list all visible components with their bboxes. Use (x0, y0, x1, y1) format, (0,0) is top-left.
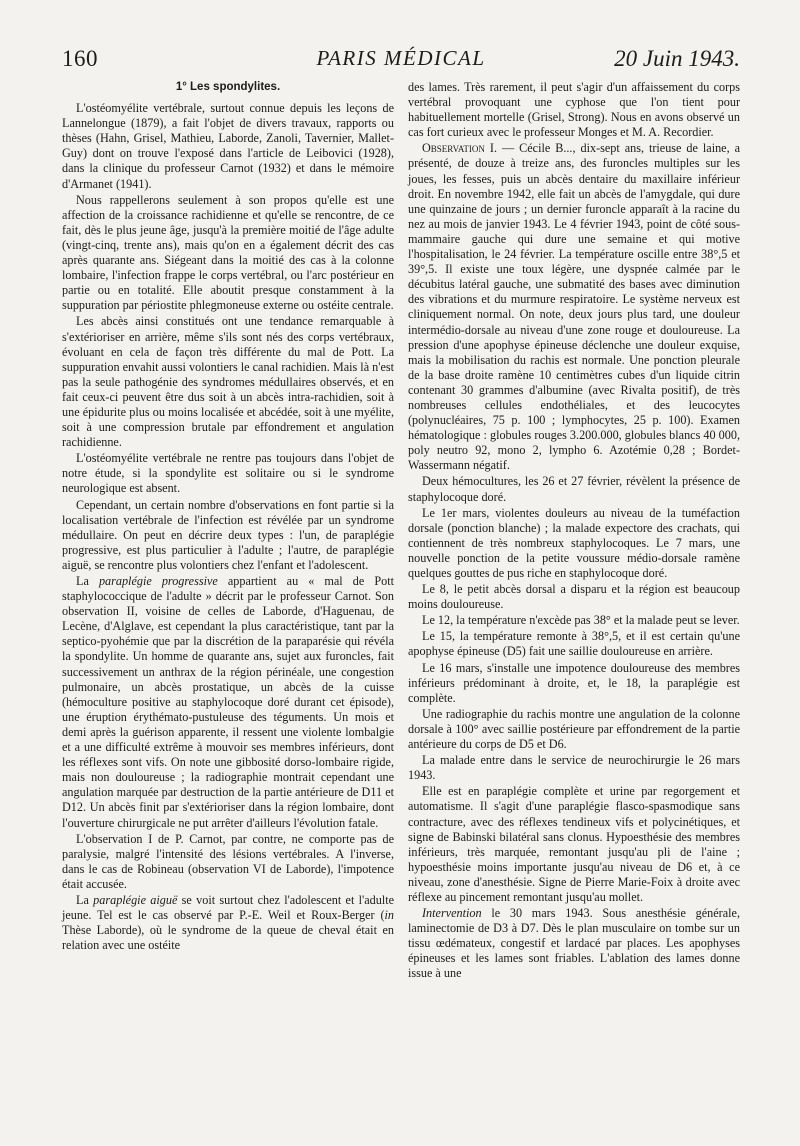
text-run: La (76, 574, 99, 588)
left-column (62, 80, 394, 954)
section-heading: 1° Les spondylites. (175, 81, 281, 93)
paragraph: Elle est en paraplégie complète et urine par regorgement et automatisme. Il s'agit d'une paraplégie flasco-spasmodique sans contracture, avec des réflexes tendineux vifs et polycinétiques, et signe de Babinski bilatéral sans clonus. Hypoesthésie des membres inférieurs, très marquée, remontant jusqu'au pli de l'aine ; hypoesthésie moins importante jusqu'au niveau de D6 et, à ce niveau, zone d'anesthésie. Signe de Pierre Marie-Foix à droite avec réflexe au pincement remontant jusqu'au mollet. (408, 784, 740, 904)
paragraph: Le 8, le petit abcès dorsal a disparu et la région est beaucoup moins douloureuse. (408, 582, 740, 612)
intervention-label: Intervention (422, 906, 482, 921)
paragraph: La malade entre dans le service de neurochirurgie le 26 mars 1943. (408, 753, 740, 783)
text-run: Thèse Laborde), où le syndrome de la queue de cheval était en relation avec une ostéite (62, 923, 394, 953)
paragraph: Cependant, un certain nombre d'observations en font partie si la localisation vertébrale de l'infection est révélée par un syndrome médullaire. On peut en décrire deux types : l'un, de paraplégie progressive, est plus particulier à l'adulte ; l'autre, de paraplégie aiguë, se rencontre plus volontiers chez l'enfant et l'adolescent. (62, 497, 394, 572)
italic-term: paraplégie progressive (98, 574, 218, 588)
paragraph: Le 1er mars, violentes douleurs au niveau de la tuméfaction dorsale (ponction blanche) ; la malade expectore des crachats, qui contiennent de très nombreux staphylocoques. Le 7 mars, une nouvelle ponction de la petite voussure médio-dorsale ramène quelques gouttes de pus riche en staphylocoque doré. (408, 505, 740, 580)
text-run: le 30 mars 1943. Sous anesthésie générale, laminectomie de D3 à D7. Dès le plan musculaire on tombe sur un tissu œdémateux, congestif et lardacé par places. Les apophyses épineuses et les lames sont friables. L'ablation des lames donne issue à une (408, 906, 740, 981)
italic-term: in (384, 908, 394, 923)
text-run: La (76, 892, 94, 907)
paragraph (408, 906, 740, 981)
paragraph: L'ostéomyélite vertébrale ne rentre pas toujours dans l'objet de notre étude, si la spondylite est solitaire ou si le syndrome neurologique est absent. (62, 451, 394, 496)
observation-label: Observation I. (422, 141, 497, 156)
page-header (62, 46, 740, 80)
journal-title: PARIS MÉDICAL (316, 46, 486, 70)
paragraph: Nous rappellerons seulement à son propos qu'elle est une affection de la croissance rachidienne et qu'elle se rencontre, de ce fait, dès le plus jeune âge, jusqu'à la première moitié de l'âge adulte (vingt-cinq, trente ans), mais qu'on en a également décrit des cas après quarante ans. Siégeant dans la moitié des cas à la colonne lombaire, l'infection frappe le corps vertébral, ou l'arc postérieur en partie ou en totalité. Elle aboutit presque constamment à la suppuration par périostite phlegmoneuse externe ou ostéite centrale. (62, 192, 394, 313)
paragraph (62, 893, 394, 953)
observation-paragraph (408, 141, 740, 473)
text-run: — Cécile B..., dix-sept ans, trieuse de laine, a présenté, de douze à treize ans, des furoncles multiples sur les joues, les fesses, puis un abcès dentaire du maxillaire inférieur droit. En novembre 1942, elle fait un abcès de l'amygdale, qui dure une quinzaine de jours ; un dernier furoncle apparaît à la racine du nez au mois de janvier 1943. Le 4 février 1943, point de côté sous-mammaire gauche qui dure une semaine et qui motive l'hospitalisation, le 24 février. La température oscille entre 38°,5 et 39°,5. Il existe une toux légère, une dyspnée calmée par le décubitus latéral gauche, une submatité des bases avec diminution des vibrations et du murmure respiratoire. Le système nerveux est cliniquement normal. On note, deux jours plus tard, une douleur intermédio-dorsale au niveau d'une zone rouge et douloureuse. La pression d'une apophyse épineuse déclenche une douleur exquise, mais la mobilisation du rachis est normale. Une ponction pleurale de la base droite ramène 10 centimètres cubes d'un liquide citrin contenant 30 grammes d'albumine (avec Rivalta positif), de très nombreuses cellules endothéliales, et des leucocytes (polynucléaires, 75 p. 100 ; lymphocytes, 25 p. 100). Examen hématologique : globules rouges 3.200.000, globules blancs 40 000, poly neutro 92, mono 2, lympho 6. Azotémie 0,28 ; Bordet-Wassermann négatif. (408, 141, 740, 473)
paragraph: Une radiographie du rachis montre une angulation de la colonne dorsale à 100° avec saillie postérieure par effondrement de la partie antérieure du corps de D5 et D6. (408, 706, 740, 752)
paragraph: Le 12, la température n'excède pas 38° et la malade peut se lever. (422, 613, 740, 628)
paragraph: Les abcès ainsi constitués ont une tendance remarquable à s'extérioriser en arrière, même s'ils sont nés des corps vertébraux, évoluant en cela de façon très différente du mal de Pott. La suppuration envahit aussi volontiers le canal rachidien. Mais là n'est pas la seule pathogénie des syndromes médullaires observés, et en fait ceux-ci peuvent être dus soit à un abcès intra-rachidien, soit à une épidurite plus ou moins localisée et abcédée, soit à une myélite, soit à une compression brutale par effondrement et angulation rachidienne. (62, 314, 394, 450)
paragraph: L'observation I de P. Carnot, par contre, ne comporte pas de paralysie, malgré l'intensité des lésions vertébrales. A l'inverse, dans le cas de Robineau (observation VI de Laborde), l'impotence était accusée. (62, 831, 394, 891)
paragraph: Le 16 mars, s'installe une impotence douloureuse des membres inférieurs prédominant à droite, et, le 18, la paraplégie est complète. (408, 660, 740, 705)
text-run: se voit surtout chez l'adolescent et l'adulte jeune. Tel est le cas observé par P.-E. Weil et Roux-Berger ( (62, 892, 394, 923)
paragraph (62, 574, 394, 831)
paragraph: Deux hémocultures, les 26 et 27 février, révèlent la présence de staphylocoque doré. (408, 474, 740, 504)
paragraph: Le 15, la température remonte à 38°,5, et il est certain qu'une apophyse épineuse (D5) fait une saillie douloureuse en arrière. (408, 629, 740, 659)
right-column (408, 80, 740, 983)
italic-term: paraplégie aiguë (93, 892, 178, 907)
issue-date: 20 Juin 1943. (614, 46, 740, 71)
paragraph: des lames. Très rarement, il peut s'agir d'un affaissement du corps vertébral provoquant une cyphose que l'on tient pour habituellement mortelle (Grisel, Strong). Nous en avons observé un cas fort curieux avec le professeur Monges et M. A. Recordier. (408, 80, 740, 140)
text-run: appartient au « mal de Pott staphylococcique de l'adulte » décrit par le professeur Carnot. Son observation II, voisine de celles de Laborde, d'Haguenau, de Lecène, d'Alglave, est cependant la plus caractéristique, tant par la septico-pyohémie que par la discrétion de la paraparésie qui révéla la spondylite. Un homme de quarante ans, sujet aux furoncles, fait successivement un anthrax de la région périnéale, une congestion pulmonaire, un abcès prostatique, un abcès de la cuisse (hémoculture positive au staphylocoque doré durant cet épisode), une éruption érythémato-pustuleuse des téguments. Un mois et demi après la guérison apparente, il ressent une violente lombalgie et a une difficulté extrême à mouvoir ses membres inférieurs, dont les réflexes sont vifs. On note une gibbosité dorso-lombaire rigide, mais non douloureuse ; la radiographie montrait cependant une angulation marquée par destruction de la partie antérieure de D11 et D12. Un abcès finit par s'extérioriser dans la région lombaire, dont l'ouverture chirurgicale ne put arrêter d'ailleurs l'évolution fatale. (62, 574, 394, 830)
article-body (62, 80, 740, 1122)
paragraph: L'ostéomyélite vertébrale, surtout connue depuis les leçons de Lannelongue (1879), a fait l'objet de divers travaux, rapports ou thèses (Hahn, Grisel, Mathieu, Laborde, Zanoli, Tavernier, Mallet-Guy) dont on trouve l'exposé dans l'article de Leibovici (1928), dans la clinique du professeur Carnot (1932) et dans le mémoire d'Armanet (1941). (62, 101, 394, 191)
page-number: 160 (62, 46, 98, 71)
